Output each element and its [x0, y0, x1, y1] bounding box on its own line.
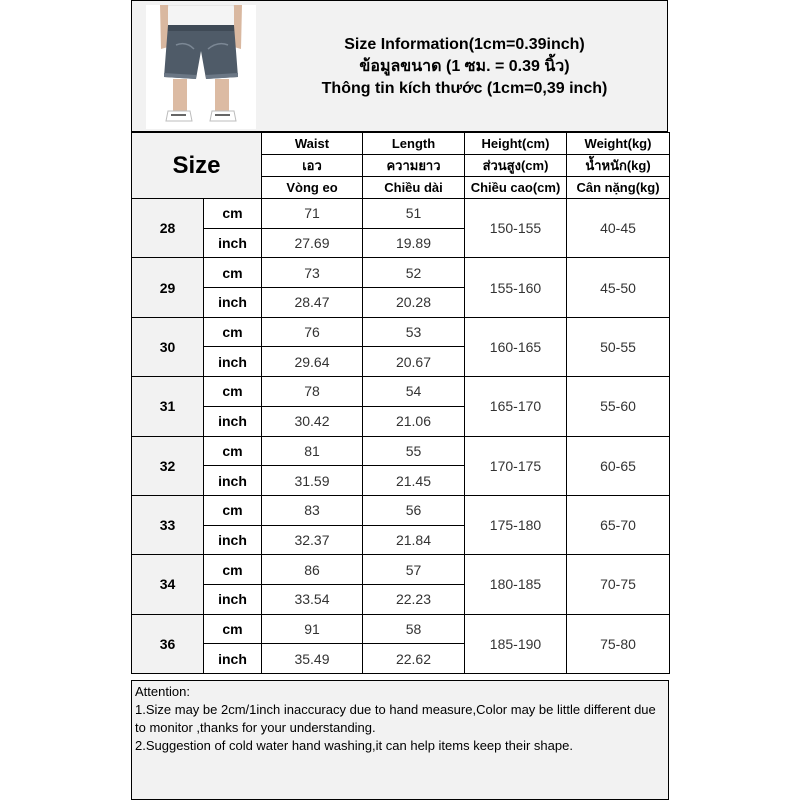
table-row [132, 436, 670, 466]
unit-inch-label: inch [204, 584, 262, 614]
length-cm: 58 [363, 614, 465, 644]
size-value: 36 [132, 614, 204, 673]
col-height-en: Height(cm) [465, 133, 567, 155]
height-range: 165-170 [465, 377, 567, 436]
length-cm: 53 [363, 317, 465, 347]
waist-cm: 71 [262, 199, 363, 229]
table-row [132, 555, 670, 585]
size-info-titles [262, 1, 667, 133]
length-inch: 21.45 [363, 466, 465, 496]
length-inch: 22.62 [363, 644, 465, 674]
unit-cm-label: cm [204, 436, 262, 466]
table-row [132, 199, 670, 229]
col-weight-th: น้ำหนัก(kg) [567, 155, 670, 177]
unit-inch-label: inch [204, 288, 262, 318]
length-inch: 21.84 [363, 525, 465, 555]
waist-cm: 73 [262, 258, 363, 288]
title-vietnamese: Thông tin kích thước (1cm=0,39 inch) [321, 80, 608, 97]
size-info-header [131, 0, 668, 132]
waist-cm: 81 [262, 436, 363, 466]
table-row [132, 317, 670, 347]
height-range: 160-165 [465, 317, 567, 376]
height-range: 170-175 [465, 436, 567, 495]
weight-range: 55-60 [567, 377, 670, 436]
attention-note [131, 680, 669, 800]
table-row [132, 377, 670, 407]
length-inch: 22.23 [363, 584, 465, 614]
product-photo [146, 5, 256, 129]
col-waist-en: Waist [262, 133, 363, 155]
unit-cm-label: cm [204, 199, 262, 229]
col-weight-en: Weight(kg) [567, 133, 670, 155]
size-column-header: Size [132, 133, 262, 199]
unit-cm-label: cm [204, 258, 262, 288]
height-range: 155-160 [465, 258, 567, 317]
size-value: 29 [132, 258, 204, 317]
length-inch: 21.06 [363, 406, 465, 436]
attention-line-2: 2.Suggestion of cold water hand washing,it can help items keep their shape. [135, 738, 573, 753]
weight-range: 65-70 [567, 495, 670, 554]
unit-cm-label: cm [204, 555, 262, 585]
waist-inch: 31.59 [262, 466, 363, 496]
col-weight-vi: Cân nặng(kg) [567, 177, 670, 199]
waist-cm: 83 [262, 495, 363, 525]
waist-cm: 91 [262, 614, 363, 644]
col-height-vi: Chiều cao(cm) [465, 177, 567, 199]
waist-inch: 35.49 [262, 644, 363, 674]
height-range: 175-180 [465, 495, 567, 554]
attention-heading: Attention: [135, 684, 190, 699]
waist-inch: 30.42 [262, 406, 363, 436]
weight-range: 70-75 [567, 555, 670, 614]
attention-line-1: 1.Size may be 2cm/1inch inaccuracy due to hand measure,Color may be little different due to monitor ,thanks for your understanding. [135, 702, 656, 735]
length-cm: 51 [363, 199, 465, 229]
waist-inch: 28.47 [262, 288, 363, 318]
size-chart-sheet [131, 0, 669, 800]
weight-range: 60-65 [567, 436, 670, 495]
size-value: 33 [132, 495, 204, 554]
unit-cm-label: cm [204, 614, 262, 644]
table-row [132, 614, 670, 644]
table-row [132, 495, 670, 525]
length-cm: 55 [363, 436, 465, 466]
length-inch: 20.28 [363, 288, 465, 318]
waist-cm: 86 [262, 555, 363, 585]
weight-range: 40-45 [567, 199, 670, 258]
length-cm: 54 [363, 377, 465, 407]
size-value: 30 [132, 317, 204, 376]
unit-cm-label: cm [204, 495, 262, 525]
length-cm: 52 [363, 258, 465, 288]
weight-range: 45-50 [567, 258, 670, 317]
waist-cm: 78 [262, 377, 363, 407]
title-thai: ข้อมูลขนาด (1 ซม. = 0.39 นิ้ว) [359, 58, 570, 75]
unit-cm-label: cm [204, 317, 262, 347]
waist-cm: 76 [262, 317, 363, 347]
waist-inch: 27.69 [262, 228, 363, 258]
height-range: 185-190 [465, 614, 567, 673]
waist-inch: 29.64 [262, 347, 363, 377]
unit-inch-label: inch [204, 644, 262, 674]
weight-range: 75-80 [567, 614, 670, 673]
waist-inch: 33.54 [262, 584, 363, 614]
col-waist-th: เอว [262, 155, 363, 177]
length-inch: 19.89 [363, 228, 465, 258]
height-range: 180-185 [465, 555, 567, 614]
unit-cm-label: cm [204, 377, 262, 407]
title-english: Size Information(1cm=0.39inch) [344, 36, 585, 53]
size-value: 32 [132, 436, 204, 495]
col-height-th: ส่วนสูง(cm) [465, 155, 567, 177]
unit-inch-label: inch [204, 466, 262, 496]
col-length-th: ความยาว [363, 155, 465, 177]
unit-inch-label: inch [204, 347, 262, 377]
length-cm: 57 [363, 555, 465, 585]
height-range: 150-155 [465, 199, 567, 258]
col-waist-vi: Vòng eo [262, 177, 363, 199]
weight-range: 50-55 [567, 317, 670, 376]
size-value: 34 [132, 555, 204, 614]
unit-inch-label: inch [204, 406, 262, 436]
waist-inch: 32.37 [262, 525, 363, 555]
col-length-en: Length [363, 133, 465, 155]
size-value: 28 [132, 199, 204, 258]
length-inch: 20.67 [363, 347, 465, 377]
unit-inch-label: inch [204, 525, 262, 555]
length-cm: 56 [363, 495, 465, 525]
unit-inch-label: inch [204, 228, 262, 258]
model-shorts-illustration [146, 5, 256, 129]
table-row [132, 258, 670, 288]
size-value: 31 [132, 377, 204, 436]
size-table [131, 132, 670, 674]
header-row-english [132, 133, 670, 155]
col-length-vi: Chiều dài [363, 177, 465, 199]
